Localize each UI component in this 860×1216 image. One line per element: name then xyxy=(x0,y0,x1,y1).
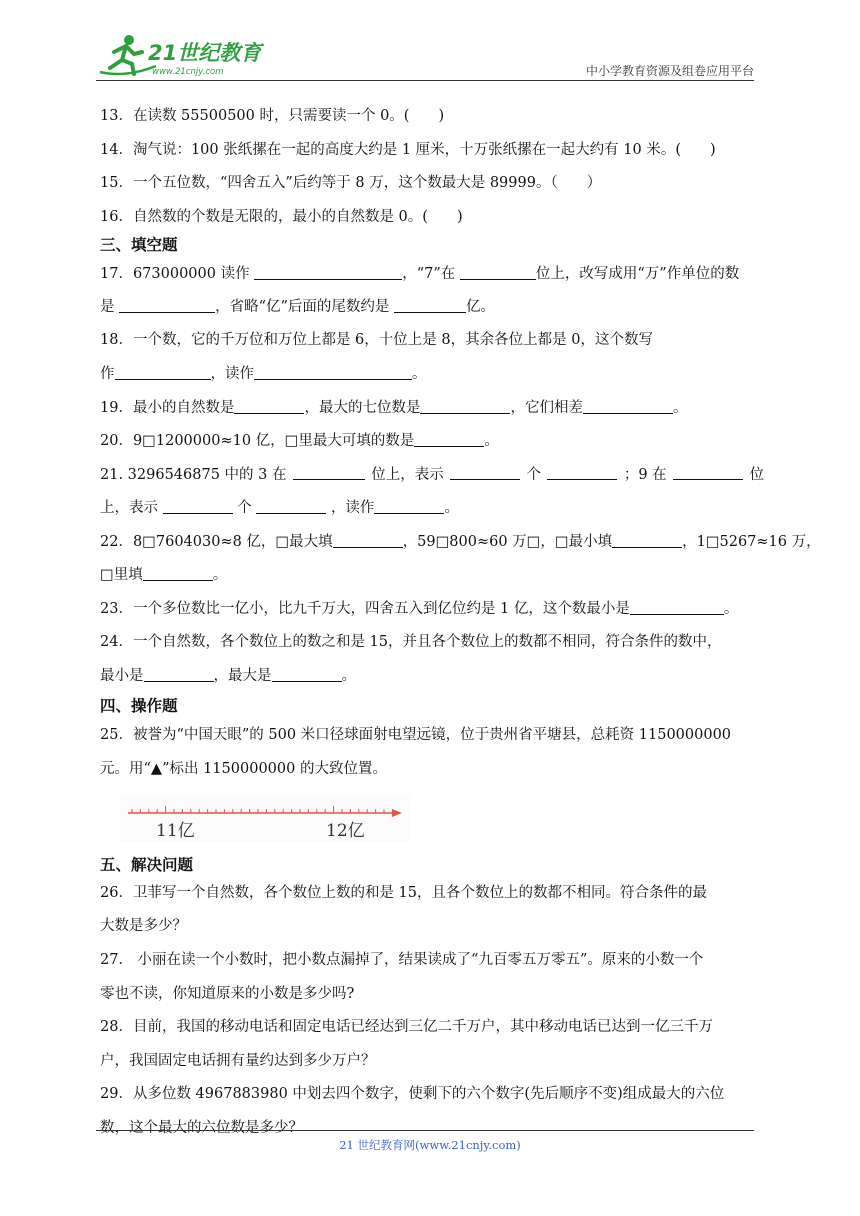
question-19: 19．最小的自然数是 ，最大的七位数是 ，它们相差 。 xyxy=(100,400,688,416)
question-28-line2: 户，我国固定电话拥有量约达到多少万户？ xyxy=(100,1053,376,1069)
header-divider xyxy=(96,80,754,81)
question-18-line1: 18．一个数，它的千万位和万位上都是 6，十位上是 8，其余各位上都是 0，这个数写 xyxy=(100,332,653,348)
number-line-ticks xyxy=(132,806,392,813)
answer-blank[interactable] xyxy=(144,667,214,682)
answer-blank[interactable] xyxy=(256,499,326,514)
arrow-head-icon xyxy=(392,809,402,817)
question-16: 16．自然数的个数是无限的，最小的自然数是 0。( ) xyxy=(100,209,463,225)
logo-text: 21世纪教育 xyxy=(148,41,262,65)
answer-blank[interactable] xyxy=(234,399,304,414)
question-27-line2: 零也不读，你知道原来的小数是多少吗? xyxy=(100,986,355,1002)
question-22-line2: □里填 。 xyxy=(100,567,228,583)
answer-blank[interactable] xyxy=(630,600,724,615)
site-logo xyxy=(96,32,266,78)
answer-blank[interactable] xyxy=(143,566,213,581)
question-20: 20．9□1200000≈10 亿，□里最大可填的数是 。 xyxy=(100,433,499,449)
question-17-line1: 17．673000000 读作 ，“7”在 位上，改写成用“万”作单位的数 xyxy=(100,266,740,282)
answer-blank[interactable] xyxy=(119,298,215,313)
answer-blank[interactable] xyxy=(414,432,484,447)
question-23: 23．一个多位数比一亿小，比九千万大，四舍五入到亿位约是 1 亿，这个数最小是 。 xyxy=(100,601,739,617)
answer-blank[interactable] xyxy=(583,399,673,414)
answer-blank[interactable] xyxy=(254,365,412,380)
number-line-figure[interactable] xyxy=(120,796,410,842)
footer-text: 21 世纪教育网(www.21cnjy.com) xyxy=(339,1138,521,1152)
question-14: 14．淘气说：100 张纸摞在一起的高度大约是 1 厘米，十万张纸摞在一起大约有 10 米。( ) xyxy=(100,142,716,158)
logo-url: www.21cnjy.com xyxy=(152,67,224,77)
question-25-line1: 25．被誉为“中国天眼”的 500 米口径球面射电望远镜，位于贵州省平塘县，总耗资 1150000000 xyxy=(100,727,732,743)
answer-blank[interactable] xyxy=(450,465,520,480)
question-26-line2: 大数是多少？ xyxy=(100,918,187,934)
label-12-yi: 12亿 xyxy=(326,821,365,841)
answer-blank[interactable] xyxy=(673,465,743,480)
question-27-line1: 27． 小丽在读一个小数时，把小数点漏掉了，结果读成了“九百零五万零五”。原来的小数一个 xyxy=(100,952,704,968)
answer-blank[interactable] xyxy=(115,365,211,380)
question-29-line2: 数，这个最大的六位数是多少？ xyxy=(100,1120,303,1136)
answer-blank[interactable] xyxy=(163,499,233,514)
question-18-line2: 作 ，读作 。 xyxy=(100,366,427,382)
question-17-line2: 是 ，省略“亿”后面的尾数约是 亿。 xyxy=(100,299,496,315)
question-13: 13．在读数 55500500 时，只需要读一个 0。( ) xyxy=(100,108,445,124)
answer-blank[interactable] xyxy=(293,465,365,480)
answer-blank[interactable] xyxy=(333,533,403,548)
question-28-line1: 28．目前，我国的移动电话和固定电话已经达到三亿二千万户，其中移动电话已达到一亿三千万 xyxy=(100,1019,713,1035)
answer-blank[interactable] xyxy=(420,399,510,414)
answer-blank[interactable] xyxy=(254,265,402,280)
question-15: 15．一个五位数，“四舍五入”后约等于 8 万，这个数最大是 89999。（ ） xyxy=(100,175,602,191)
answer-blank[interactable] xyxy=(394,298,466,313)
section-heading-solve: 五、解决问题 xyxy=(100,856,194,874)
question-21-line2: 上，表示 个 ，读作 。 xyxy=(100,500,459,516)
label-11-yi: 11亿 xyxy=(156,821,195,841)
question-24-line2: 最小是 ，最大是 。 xyxy=(100,668,356,684)
number-line xyxy=(120,796,410,842)
section-heading-fill: 三、填空题 xyxy=(100,236,178,254)
question-25-line2: 元。用“▲”标出 1150000000 的大致位置。 xyxy=(100,761,387,777)
header-platform-name: 中小学教育资源及组卷应用平台 xyxy=(585,64,754,78)
answer-blank[interactable] xyxy=(460,265,536,280)
question-26-line1: 26．卫菲写一个自然数，各个数位上数的和是 15，且各个数位上的数都不相同。符合条件的最 xyxy=(100,885,708,901)
question-24-line1: 24．一个自然数，各个数位上的数之和是 15，并且各个数位上的数都不相同，符合条件的数中， xyxy=(100,634,722,650)
answer-blank[interactable] xyxy=(612,533,682,548)
question-29-line1: 29．从多位数 4967883980 中划去四个数字，使剩下的六个数字(先后顺序不变)组成最大的六位 xyxy=(100,1086,725,1102)
question-21-line1: 21. 3296546875 中的 3 在 位上，表示 个 ；9 在 位 xyxy=(100,467,764,483)
answer-blank[interactable] xyxy=(374,499,444,514)
question-22-line1: 22．8□7604030≈8 亿，□最大填 ，59□800≈60 万□，□最小填 ，1□5267≈16 万， xyxy=(100,534,821,550)
section-heading-operation: 四、操作题 xyxy=(100,697,178,715)
footer-divider xyxy=(96,1130,754,1131)
answer-blank[interactable] xyxy=(547,465,617,480)
answer-blank[interactable] xyxy=(272,667,342,682)
